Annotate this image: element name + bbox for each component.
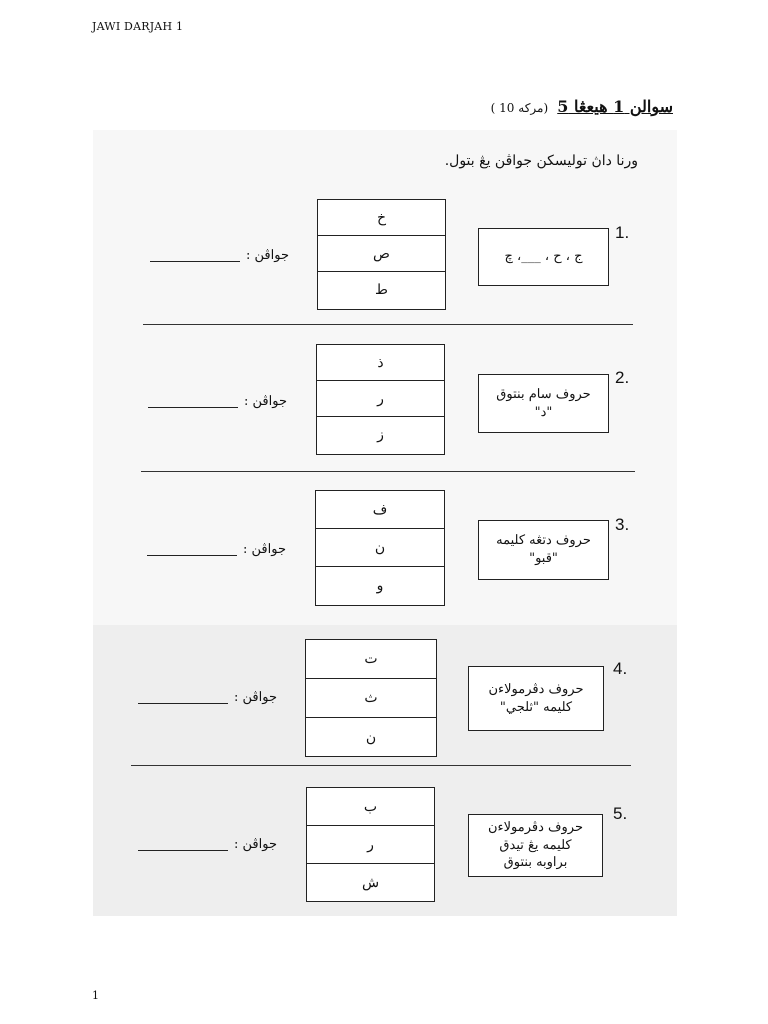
instruction-text: ورنا داڽ توليسکن جواڤن يڠ بتول. — [444, 153, 638, 169]
question-number: 5. — [613, 804, 628, 823]
answer-blank[interactable] — [138, 838, 228, 851]
clue-line: حروف دڤرمولاءن — [487, 820, 584, 836]
answer-blank[interactable] — [150, 249, 240, 262]
option-cell[interactable]: ذ — [317, 345, 444, 381]
clue-line: "قبو" — [529, 551, 558, 566]
answer-line — [138, 690, 277, 705]
option-cell[interactable]: ف — [316, 491, 444, 529]
option-cell[interactable]: و — [376, 578, 384, 594]
clue-line: حروف دتڠه کليمه — [496, 533, 591, 549]
option-cell[interactable]: ص — [318, 236, 445, 272]
section-title-text: سوالن 1 هيعڠا 5 — [557, 97, 673, 116]
option-cell[interactable]: ط — [375, 282, 388, 298]
question-clue-box — [478, 374, 609, 433]
clue-line: براوبه بنتوق — [503, 855, 568, 871]
option-cell[interactable]: ن — [365, 729, 377, 746]
section-divider — [143, 324, 633, 325]
option-cell[interactable]: ث — [306, 679, 436, 718]
section-title — [491, 97, 673, 116]
answer-label: جواڤن : — [234, 690, 277, 705]
question-clue-box — [468, 666, 604, 731]
document-header: JAWI DARJAH 1 — [92, 20, 184, 33]
answer-label: جواڤن : — [234, 837, 277, 852]
page-number: 1 — [92, 989, 99, 1002]
option-column — [316, 344, 445, 455]
option-cell[interactable]: ش — [361, 875, 380, 891]
question-number: 4. — [613, 659, 628, 678]
answer-line — [138, 837, 277, 852]
answer-line — [148, 394, 287, 409]
section-divider — [131, 765, 631, 766]
answer-blank[interactable] — [147, 543, 237, 556]
question-number: 1. — [615, 223, 630, 242]
option-column — [305, 639, 437, 757]
answer-label: جواڤن : — [243, 542, 286, 557]
option-column — [306, 787, 435, 902]
question-clue-box — [478, 228, 609, 286]
answer-blank[interactable] — [148, 395, 238, 408]
section-divider — [141, 471, 635, 472]
option-cell[interactable]: ر — [307, 826, 434, 864]
option-cell[interactable]: خ — [318, 200, 445, 236]
answer-label: جواڤن : — [246, 248, 289, 263]
option-cell[interactable]: ز — [377, 427, 384, 443]
answer-blank[interactable] — [138, 691, 228, 704]
option-cell[interactable]: ب — [307, 788, 434, 826]
question-clue-box — [468, 814, 603, 877]
clue-line: ج ، ح ، ___، چ — [504, 249, 583, 265]
option-cell[interactable]: ن — [316, 529, 444, 567]
option-column — [315, 490, 445, 606]
question-number: 2. — [615, 368, 630, 387]
option-cell[interactable]: ر — [317, 381, 444, 417]
clue-line: "د" — [534, 404, 553, 420]
answer-line — [150, 248, 289, 263]
clue-line: کليمه يڠ تيدق — [499, 837, 572, 853]
question-clue-box — [478, 520, 609, 580]
section-marks: (مرکه 10 ) — [490, 101, 549, 115]
clue-line: حروف سام بنتوق — [496, 386, 591, 402]
option-column — [317, 199, 446, 310]
option-cell[interactable]: ت — [306, 640, 436, 679]
question-number: 3. — [615, 515, 630, 534]
answer-line — [147, 542, 286, 557]
clue-line: کليمه "ثلجي" — [499, 699, 573, 715]
answer-label: جواڤن : — [244, 394, 287, 409]
clue-line: حروف دڤرمولاءن — [488, 681, 584, 697]
